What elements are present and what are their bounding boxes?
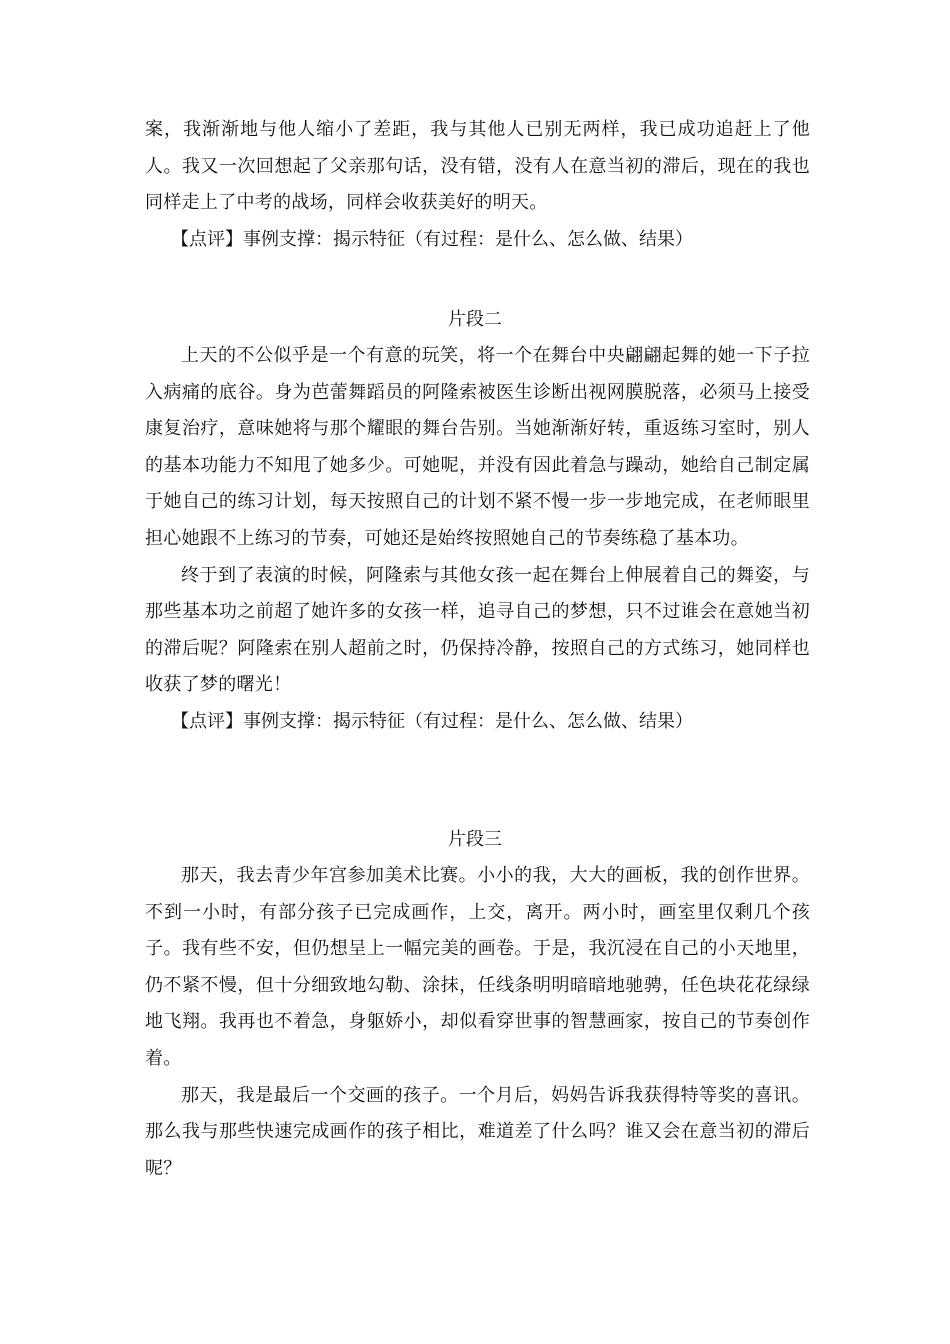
paragraph: 那天，我是最后一个交画的孩子。一个月后，妈妈告诉我获得特等奖的喜讯。那么我与那些快速完成画作的孩子相比，难道差了什么吗？谁又会在意当初的滞后呢？ xyxy=(145,1084,810,1179)
paragraph: 上天的不公似乎是一个有意的玩笑，将一个在舞台中央翩翩起舞的她一下子拉入病痛的底谷。身为芭蕾舞蹈员的阿隆索被医生诊断出视网膜脱落，必须马上接受康复治疗，意味她将与那个耀眼的舞台告别。当她渐渐好转，重返练习室时，别人的基本功能力不知甩了她多少。可她呢，并没有因此着急与躁动，她给自己制定属于她自己的练习计划，每天按照自己的计划不紧不慢一步一步地完成，在老师眼里担心她跟不上练习的节奏，可她还是始终按照她自己的节奏练稳了基本功。 xyxy=(145,345,810,549)
segment-two-title: 片段二 xyxy=(448,309,502,330)
segment-one-continuation xyxy=(145,112,810,258)
segment-two-body xyxy=(145,338,810,741)
comment-line: 【点评】事例支撑：揭示特征（有过程：是什么、怎么做、结果） xyxy=(171,228,693,250)
paragraph: 案，我渐渐地与他人缩小了差距，我与其他人已别无两样，我已成功追赶上了他人。我又一次回想起了父亲那句话，没有错，没有人在意当初的滞后，现在的我也同样走上了中考的战场，同样会收获美好的明天。 xyxy=(145,119,810,214)
paragraph: 终于到了表演的时候，阿隆索与其他女孩一起在舞台上伸展着自己的舞姿，与那些基本功之前超了她许多的女孩一样，追寻自己的梦想，只不过谁会在意她当初的滞后呢？阿隆索在别人超前之时，仍保持冷静，按照自己的方式练习，她同样也收获了梦的曙光！ xyxy=(145,564,810,696)
segment-three-title: 片段三 xyxy=(448,829,502,850)
comment-line: 【点评】事例支撑：揭示特征（有过程：是什么、怎么做、结果） xyxy=(171,710,693,732)
segment-three-body xyxy=(145,858,810,1187)
paragraph: 那天，我去青少年宫参加美术比赛。小小的我，大大的画板，我的创作世界。不到一小时，有部分孩子已完成画作，上交，离开。两小时，画室里仅剩几个孩子。我有些不安，但仍想呈上一幅完美的画卷。于是，我沉浸在自己的小天地里，仍不紧不慢，但十分细致地勾勒、涂抹，任线条明明暗暗地驰骋，任色块花花绿绿地飞翔。我再也不着急，身躯娇小，却似看穿世事的智慧画家，按自己的节奏创作着。 xyxy=(145,865,810,1069)
